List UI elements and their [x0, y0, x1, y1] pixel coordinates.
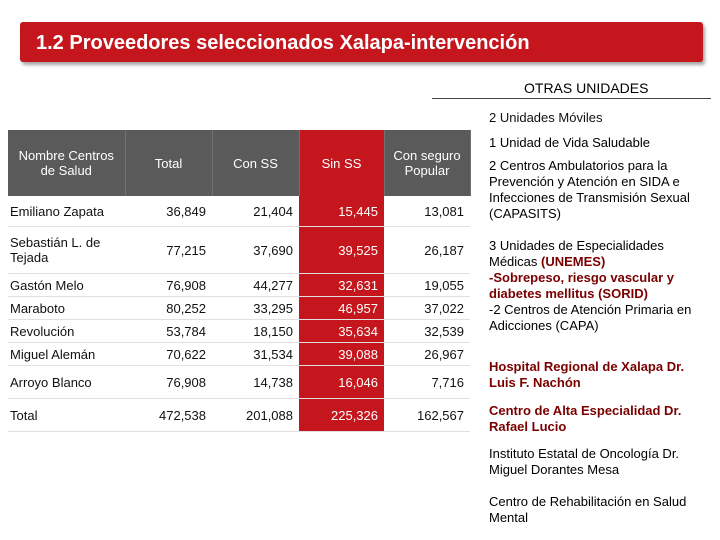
cell-sin-ss: 35,634	[299, 320, 384, 343]
header-con-ss: Con SS	[212, 130, 299, 196]
cell-seguro: 32,539	[384, 320, 470, 343]
cell-total: 472,538	[125, 399, 212, 432]
cell-seguro: 26,967	[384, 343, 470, 366]
table-row	[8, 320, 470, 343]
unemes-acronym: (UNEMES)	[541, 254, 606, 269]
capasits-text: 2 Centros Ambulatorios para la Prevención y Atención en SIDA e Infecciones de Transmisión Sexual (CAPASITS)	[489, 158, 690, 221]
cell-name: Miguel Alemán	[8, 343, 125, 366]
unemes-text: 3 Unidades de Especialidades Médicas	[489, 238, 664, 269]
cell-seguro: 37,022	[384, 297, 470, 320]
cell-sin-ss: 46,957	[299, 297, 384, 320]
capa-text: -2 Centros de Atención Primaria en Adicciones (CAPA)	[489, 302, 692, 333]
otras-unidades-heading: OTRAS UNIDADES	[524, 80, 649, 96]
cell-total: 53,784	[125, 320, 212, 343]
cell-seguro: 26,187	[384, 227, 470, 274]
title-bar	[20, 22, 703, 62]
cell-seguro: 13,081	[384, 196, 470, 227]
cell-total: 80,252	[125, 297, 212, 320]
cell-total: 76,908	[125, 366, 212, 399]
table-row	[8, 227, 470, 274]
cell-sin-ss: 32,631	[299, 274, 384, 297]
cell-seguro: 162,567	[384, 399, 470, 432]
cell-con-ss: 21,404	[212, 196, 299, 227]
centro-rehabilitacion: Centro de Rehabilitación en Salud Mental	[489, 494, 687, 525]
header-sin-ss: Sin SS	[299, 130, 384, 196]
cell-name: Gastón Melo	[8, 274, 125, 297]
unidad-vida-saludable: 1 Unidad de Vida Saludable	[489, 135, 650, 150]
cell-name: Emiliano Zapata	[8, 196, 125, 227]
cell-con-ss: 201,088	[212, 399, 299, 432]
table-header-row	[8, 130, 470, 196]
table-row	[8, 297, 470, 320]
cell-seguro: 19,055	[384, 274, 470, 297]
cell-name: Maraboto	[8, 297, 125, 320]
cell-sin-ss: 16,046	[299, 366, 384, 399]
cell-con-ss: 18,150	[212, 320, 299, 343]
cell-total: 36,849	[125, 196, 212, 227]
heading-divider	[432, 98, 711, 99]
hospital-regional: Hospital Regional de Xalapa Dr. Luis F. Nachón	[489, 359, 685, 390]
cell-total: 76,908	[125, 274, 212, 297]
table-total-row	[8, 399, 470, 432]
page-title: 1.2 Proveedores seleccionados Xalapa-intervención	[36, 32, 530, 54]
cell-sin-ss: 15,445	[299, 196, 384, 227]
cell-con-ss: 33,295	[212, 297, 299, 320]
cell-sin-ss: 39,088	[299, 343, 384, 366]
table-row	[8, 196, 470, 227]
centro-alta-especialidad: Centro de Alta Especialidad Dr. Rafael Lucio	[489, 403, 682, 434]
cell-sin-ss: 225,326	[299, 399, 384, 432]
cell-con-ss: 14,738	[212, 366, 299, 399]
cell-seguro: 7,716	[384, 366, 470, 399]
centros-salud-table	[8, 130, 471, 432]
cell-total: 70,622	[125, 343, 212, 366]
cell-name: Total	[8, 399, 125, 432]
unidades-moviles: 2 Unidades Móviles	[489, 110, 603, 125]
instituto-oncologia: Instituto Estatal de Oncología Dr. Miguel Dorantes Mesa	[489, 446, 680, 477]
cell-name: Arroyo Blanco	[8, 366, 125, 399]
cell-total: 77,215	[125, 227, 212, 274]
header-total: Total	[125, 130, 212, 196]
sorid-text: -Sobrepeso, riesgo vascular y diabetes mellitus (SORID)	[489, 270, 674, 301]
cell-name: Revolución	[8, 320, 125, 343]
table-row	[8, 274, 470, 297]
cell-name: Sebastián L. de Tejada	[8, 227, 125, 274]
header-nombre: Nombre Centros de Salud	[8, 130, 125, 196]
table-row	[8, 366, 470, 399]
header-seguro-popular: Con seguro Popular	[384, 130, 470, 196]
cell-con-ss: 37,690	[212, 227, 299, 274]
cell-con-ss: 31,534	[212, 343, 299, 366]
table-row	[8, 343, 470, 366]
unemes-block	[489, 238, 704, 334]
cell-sin-ss: 39,525	[299, 227, 384, 274]
cell-con-ss: 44,277	[212, 274, 299, 297]
